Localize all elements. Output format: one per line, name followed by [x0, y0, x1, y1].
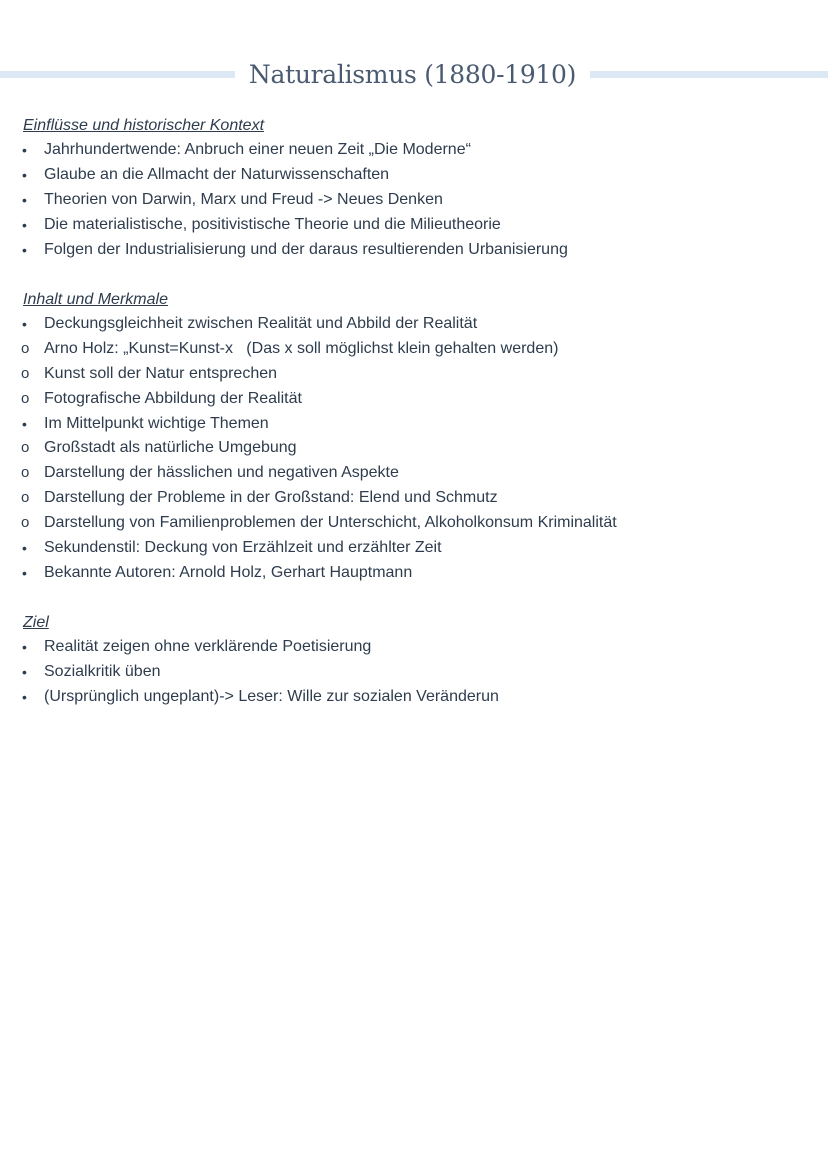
section-heading: Einflüsse und historischer Kontext [23, 117, 265, 134]
bullet-marker: • [22, 316, 27, 332]
bullet-marker: • [22, 142, 27, 158]
section-inhalt-merkmale [0, 290, 828, 590]
list-item-text: Realität zeigen ohne verklärende Poetisierung [44, 638, 372, 655]
bullet-marker: • [22, 415, 27, 432]
bullet-marker: • [22, 688, 27, 705]
list-item-text: Großstadt als natürliche Umgebung [44, 439, 297, 457]
list-item-text: Sekundenstil: Deckung von Erzählzeit und erzählter Zeit [44, 539, 442, 557]
bullet-marker: • [22, 663, 27, 680]
list-item-text: Darstellung der hässlichen und negativen Aspekte [44, 464, 399, 482]
page-title: Naturalismus (1880-1910) [248, 60, 577, 89]
list-item-text: Die materialistische, positivistische Theorie und die Milieutheorie [44, 215, 501, 233]
bullet-marker: • [22, 166, 27, 183]
section-einfluesse [0, 116, 828, 266]
sub-bullet-marker: o [21, 389, 30, 407]
sub-bullet-marker: o [21, 489, 30, 507]
bullet-marker: • [22, 191, 27, 208]
list-item-text: Darstellung der Probleme in der Großstand: Elend und Schmutz [44, 489, 498, 507]
sub-bullet-marker: o [21, 364, 30, 382]
list-item-text: Bekannte Autoren: Arnold Holz, Gerhart Hauptmann [44, 563, 413, 581]
bullet-marker: • [22, 639, 27, 655]
title-row [0, 58, 828, 92]
sub-bullet-marker: o [21, 339, 30, 357]
title-decoration-left [0, 71, 235, 78]
list-item-text: Im Mittelpunkt wichtige Themen [44, 414, 269, 432]
list-item-text: Arno Holz: „Kunst=Kunst-x (Das x soll möglichst klein gehalten werden) [44, 339, 559, 357]
list-item-text: Folgen der Industrialisierung und der daraus resultierenden Urbanisierung [44, 240, 568, 258]
title-decoration-right [590, 71, 828, 78]
list-item-text: Jahrhundertwende: Anbruch einer neuen Zeit „Die Moderne“ [44, 141, 471, 158]
sub-bullet-marker: o [21, 514, 30, 532]
sub-bullet-marker: o [21, 439, 30, 457]
list-item-text: Theorien von Darwin, Marx und Freud -> Neues Denken [44, 190, 443, 208]
section-ziel [0, 613, 828, 713]
list-item-text: Sozialkritik üben [44, 662, 161, 680]
bullet-marker: • [22, 216, 27, 233]
section-heading: Inhalt und Merkmale [23, 291, 168, 308]
section-heading: Ziel [23, 614, 49, 631]
bullet-marker: • [22, 564, 27, 581]
list-item-text: Darstellung von Familienproblemen der Unterschicht, Alkoholkonsum Kriminalität [44, 514, 617, 532]
list-item-text: (Ursprünglich ungeplant)-> Leser: Wille zur sozialen Veränderun [44, 687, 499, 705]
bullet-marker: • [22, 540, 27, 557]
sub-bullet-marker: o [21, 464, 30, 482]
list-item-text: Glaube an die Allmacht der Naturwissenschaften [44, 165, 390, 183]
list-item-text: Kunst soll der Natur entsprechen [44, 364, 278, 382]
list-item-text: Fotografische Abbildung der Realität [44, 389, 302, 407]
list-item-text: Deckungsgleichheit zwischen Realität und Abbild der Realität [44, 315, 478, 332]
bullet-marker: • [22, 241, 27, 258]
